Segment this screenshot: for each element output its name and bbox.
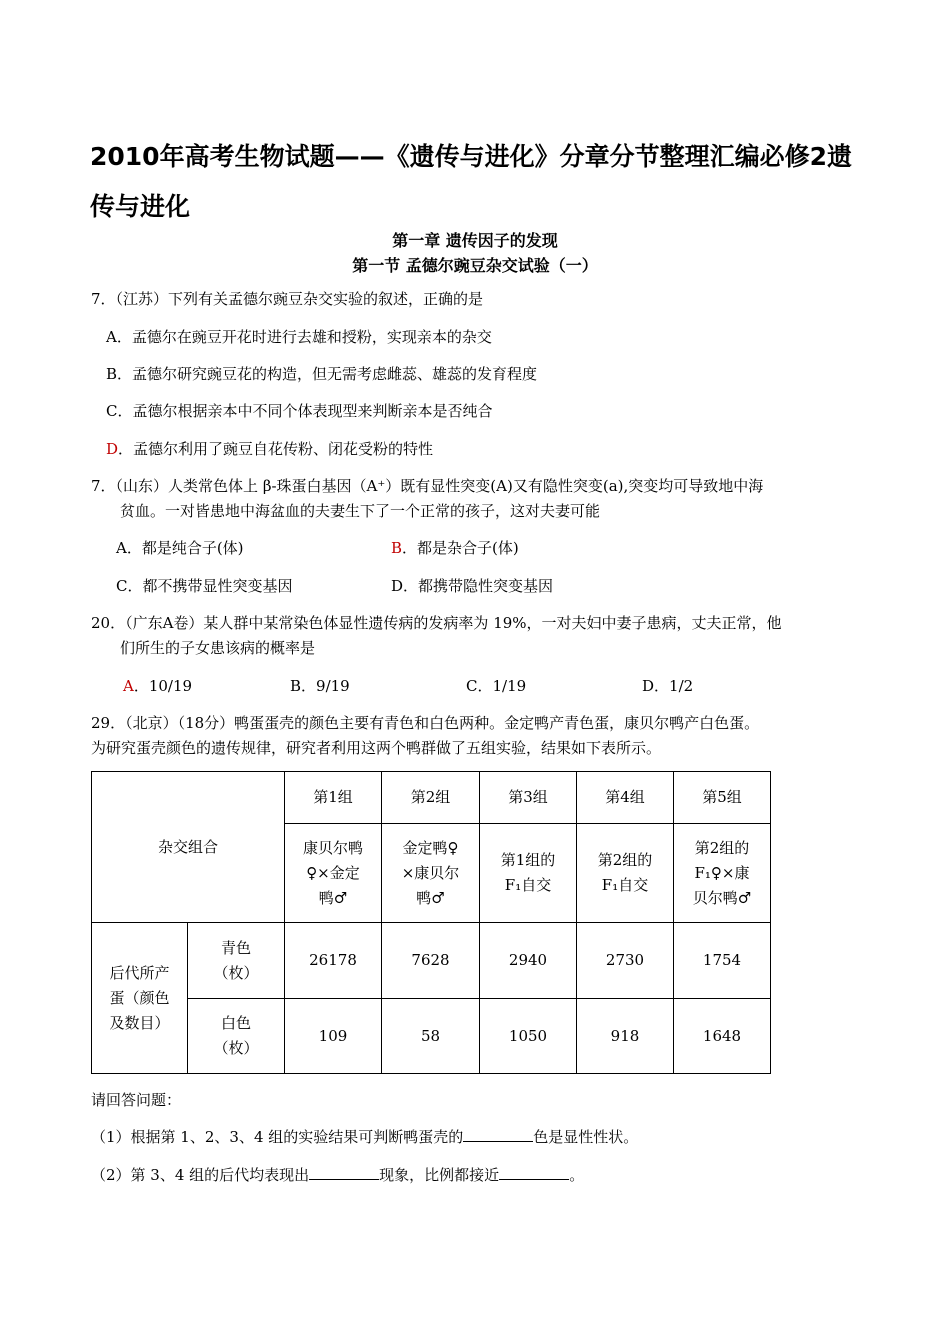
table-cell: 918 — [577, 999, 674, 1074]
answer-part-1: （1）根据第 1、2、3、4 组的实验结果可判断鸭蛋壳的 色是显性性状。 — [91, 1128, 639, 1146]
table-cell: 26178 — [285, 923, 382, 999]
table-cell: 2940 — [480, 923, 577, 999]
offspring-label-cell: 后代所产 蛋（颜色 及数目） — [92, 923, 188, 1074]
row-label-white: 白色 （枚） — [188, 999, 285, 1074]
q2-option-b-text: ．都是杂合子(体) — [402, 539, 519, 557]
q3-option-c: C．1/19 — [466, 677, 527, 695]
q2-stem-line1: 7．（山东）人类常色体上 β-珠蛋白基因（A⁺）既有显性突变(A)又有隐性突变(a),突变均可导致地中海 — [91, 477, 764, 495]
cross-cell-5: 第2组的 F₁♀×康 贝尔鸭♂ — [674, 824, 771, 923]
q3-stem-line1: 20．（广东A卷）某人群中某常染色体显性遗传病的发病率为 19%，一对夫妇中妻子患病，丈夫正常，他 — [91, 614, 782, 632]
experiment-table — [91, 771, 771, 1074]
q2-option-c: C．都不携带显性突变基因 — [116, 577, 293, 595]
q2-answer-mark: B — [391, 539, 403, 557]
q1-option-d-text: ．孟德尔利用了豌豆自花传粉、闭花受粉的特性 — [118, 440, 434, 458]
table-cell: 1050 — [480, 999, 577, 1074]
answer-prompt: 请回答问题： — [91, 1091, 182, 1109]
cross-cell-4: 第2组的 F₁自交 — [577, 824, 674, 923]
q3-option-a — [123, 675, 192, 697]
answer-blank-2[interactable] — [309, 1165, 379, 1180]
answer-blank-1[interactable] — [463, 1127, 533, 1142]
q3-option-b: B．9/19 — [290, 677, 350, 695]
document-title: 2010年高考生物试题——《遗传与进化》分章分节整理汇编必修2遗传与进化 — [90, 142, 852, 221]
q1-option-c: C．孟德尔根据亲本中不同个体表现型来判断亲本是否纯合 — [106, 402, 493, 420]
answer-part-2: （2）第 3、4 组的后代均表现出 现象，比例都接近 。 — [91, 1166, 585, 1184]
answer-blank-3[interactable] — [499, 1165, 569, 1180]
cross-label-cell: 杂交组合 — [92, 772, 285, 923]
q3-answer-mark: A — [123, 677, 134, 695]
q2-stem-line2: 贫血。一对皆患地中海盆血的夫妻生下了一个正常的孩子，这对夫妻可能 — [120, 502, 601, 520]
table-cell: 58 — [382, 999, 480, 1074]
cross-cell-1: 康贝尔鸭 ♀×金定 鸭♂ — [285, 824, 382, 923]
q4-stem-line1: 29．（北京）（18分）鸭蛋蛋壳的颜色主要有青色和白色两种。金定鸭产青色蛋，康贝尔鸭产白色蛋。 — [91, 714, 760, 732]
table-cell: 7628 — [382, 923, 480, 999]
group-header-4: 第4组 — [577, 772, 674, 824]
group-header-5: 第5组 — [674, 772, 771, 824]
q2-option-b — [391, 537, 519, 559]
cross-cell-3: 第1组的 F₁自交 — [480, 824, 577, 923]
group-header-2: 第2组 — [382, 772, 480, 824]
cross-cell-2: 金定鸭♀ ×康贝尔 鸭♂ — [382, 824, 480, 923]
table-cell: 109 — [285, 999, 382, 1074]
q3-option-a-text: ．10/19 — [133, 677, 193, 695]
q1-option-a: A．孟德尔在豌豆开花时进行去雄和授粉，实现亲本的杂交 — [106, 328, 492, 346]
table-cell: 1754 — [674, 923, 771, 999]
q3-stem-line2: 们所生的子女患该病的概率是 — [120, 639, 316, 657]
q1-answer-mark: D — [106, 440, 119, 458]
q3-option-d: D．1/2 — [642, 677, 694, 695]
group-header-3: 第3组 — [480, 772, 577, 824]
chapter-heading: 第一章 遗传因子的发现 — [392, 231, 558, 250]
table-cell: 1648 — [674, 999, 771, 1074]
table-cell: 2730 — [577, 923, 674, 999]
q2-option-d: D．都携带隐性突变基因 — [391, 577, 554, 595]
q2-option-a: A．都是纯合子(体) — [116, 539, 244, 557]
q1-option-b: B．孟德尔研究豌豆花的构造，但无需考虑雌蕊、雄蕊的发育程度 — [106, 365, 538, 383]
group-header-1: 第1组 — [285, 772, 382, 824]
row-label-cyan: 青色 （枚） — [188, 923, 285, 999]
q1-option-d — [106, 438, 433, 460]
section-heading: 第一节 孟德尔豌豆杂交试验（一） — [352, 256, 598, 275]
q4-stem-line2: 为研究蛋壳颜色的遗传规律，研究者利用这两个鸭群做了五组实验，结果如下表所示。 — [91, 739, 662, 757]
q1-stem: 7．（江苏）下列有关孟德尔豌豆杂交实验的叙述，正确的是 — [91, 290, 484, 308]
